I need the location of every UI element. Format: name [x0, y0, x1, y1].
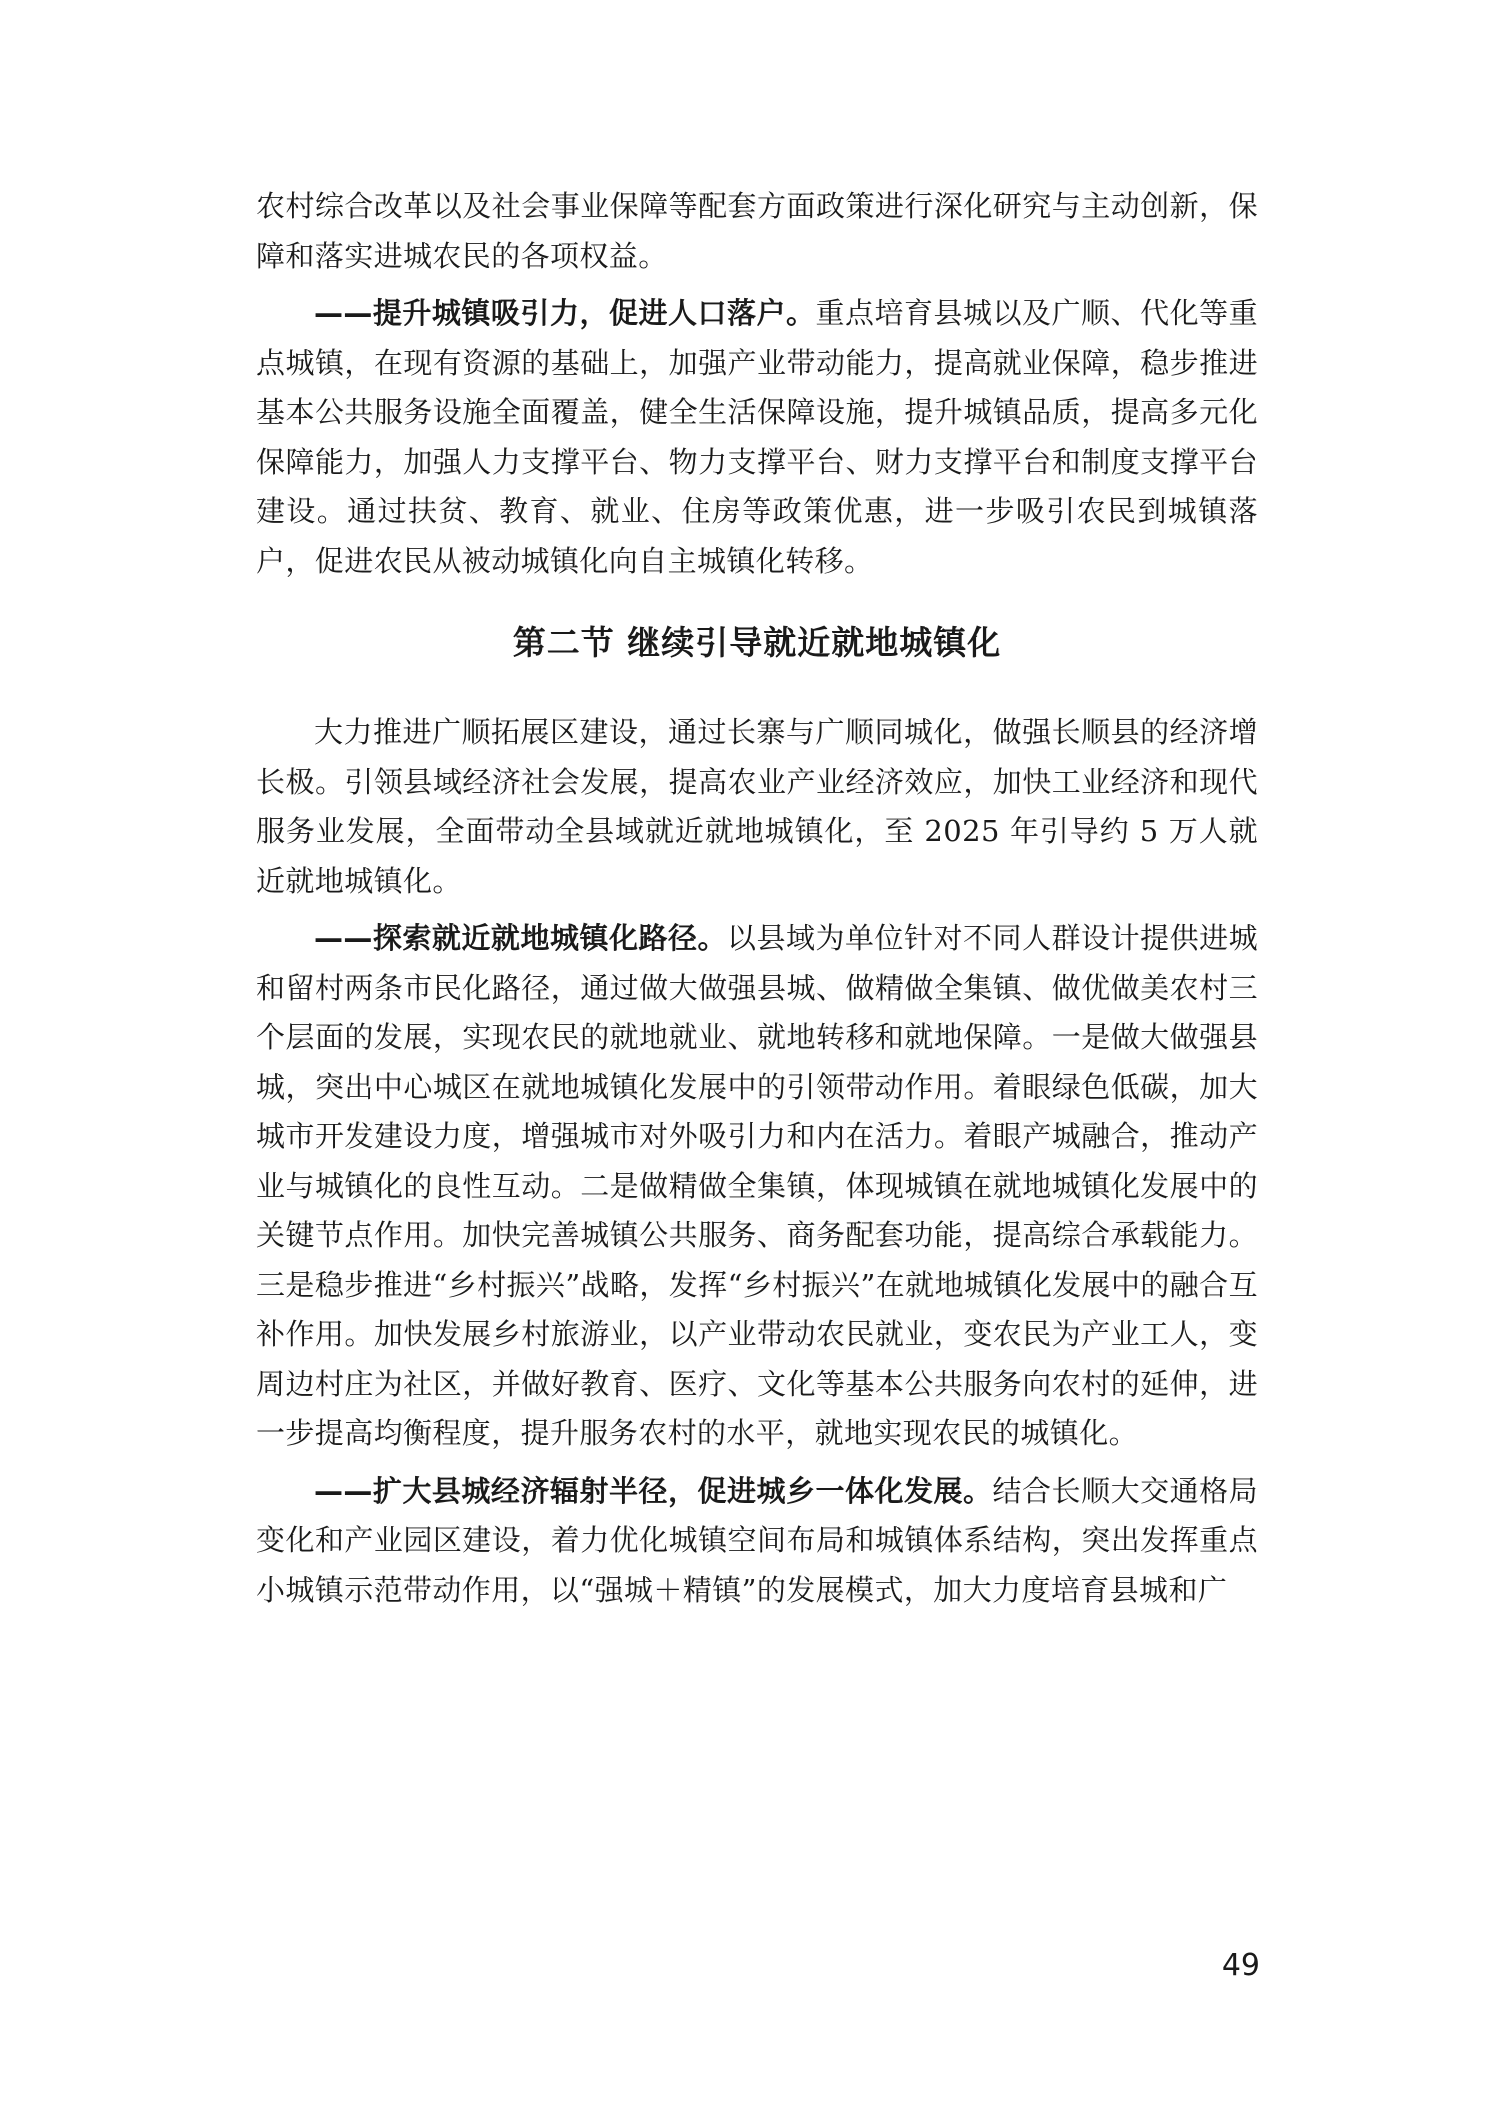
paragraph-lead: ——提升城镇吸引力，促进人口落户。: [314, 296, 816, 330]
paragraph-text: 结合长顺大交通格局变化和产业园区建设，着力优化城镇空间布局和城镇体系结构，突出发挥重点小城镇示范带动作用，以“强城＋精镇”的发展模式，加大力度培育县城和广: [256, 1473, 1258, 1607]
paragraph-lead: ——探索就近就地城镇化路径。: [314, 921, 727, 955]
paragraph-lead: ——扩大县城经济辐射半径，促进城乡一体化发展。: [314, 1473, 993, 1508]
paragraph-attract-settlement: [256, 289, 1258, 586]
paragraph-text: 重点培育县城以及广顺、代化等重点城镇，在现有资源的基础上，加强产业带动能力，提高就业保障，稳步推进基本公共服务设施全面覆盖，健全生活保障设施，提升城镇品质，提高多元化保障能力，加强人力支撑平台、物力支撑平台、财力支撑平台和制度支撑平台建设。通过扶贫、教育、就业、住房等政策优惠，进一步吸引农民到城镇落户，促进农民从被动城镇化向自主城镇化转移。: [256, 296, 1258, 578]
paragraph-text: 以县域为单位针对不同人群设计提供进城和留村两条市民化路径，通过做大做强县城、做精做全集镇、做优做美农村三个层面的发展，实现农民的就地就业、就地转移和就地保障。一是做大做强县城，突出中心城区在就地城镇化发展中的引领带动作用。着眼绿色低碳，加大城市开发建设力度，增强城市对外吸引力和内在活力。着眼产城融合，推动产业与城镇化的良性互动。二是做精做全集镇，体现城镇在就地城镇化发展中的关键节点作用。加快完善城镇公共服务、商务配套功能，提高综合承载能力。三是稳步推进“乡村振兴”战略，发挥“乡村振兴”在就地城镇化发展中的融合互补作用。加快发展乡村旅游业，以产业带动农民就业，变农民为产业工人，变周边村庄为社区，并做好教育、医疗、文化等基本公共服务向农村的延伸，进一步提高均衡程度，提升服务农村的水平，就地实现农民的城镇化。: [256, 921, 1258, 1450]
paragraph-continuation: [256, 182, 1258, 281]
document-page: [256, 182, 1258, 1623]
paragraph-radiation-radius: [256, 1467, 1258, 1616]
paragraph-guangshun-expansion: [256, 708, 1258, 906]
paragraph-text: 大力推进广顺拓展区建设，通过长寨与广顺同城化，做强长顺县的经济增长极。引领县域经济社会发展，提高农业产业经济效应，加快工业经济和现代服务业发展，全面带动全县域就近就地城镇化，至 2025 年引导约 5 万人就近就地城镇化。: [256, 715, 1258, 898]
paragraph-text: 农村综合改革以及社会事业保障等配套方面政策进行深化研究与主动创新，保障和落实进城农民的各项权益。: [256, 189, 1258, 273]
paragraph-explore-path: [256, 914, 1258, 1459]
section-heading: 第二节 继续引导就近就地城镇化: [512, 623, 1002, 662]
page-number: 49: [1221, 1948, 1260, 1983]
